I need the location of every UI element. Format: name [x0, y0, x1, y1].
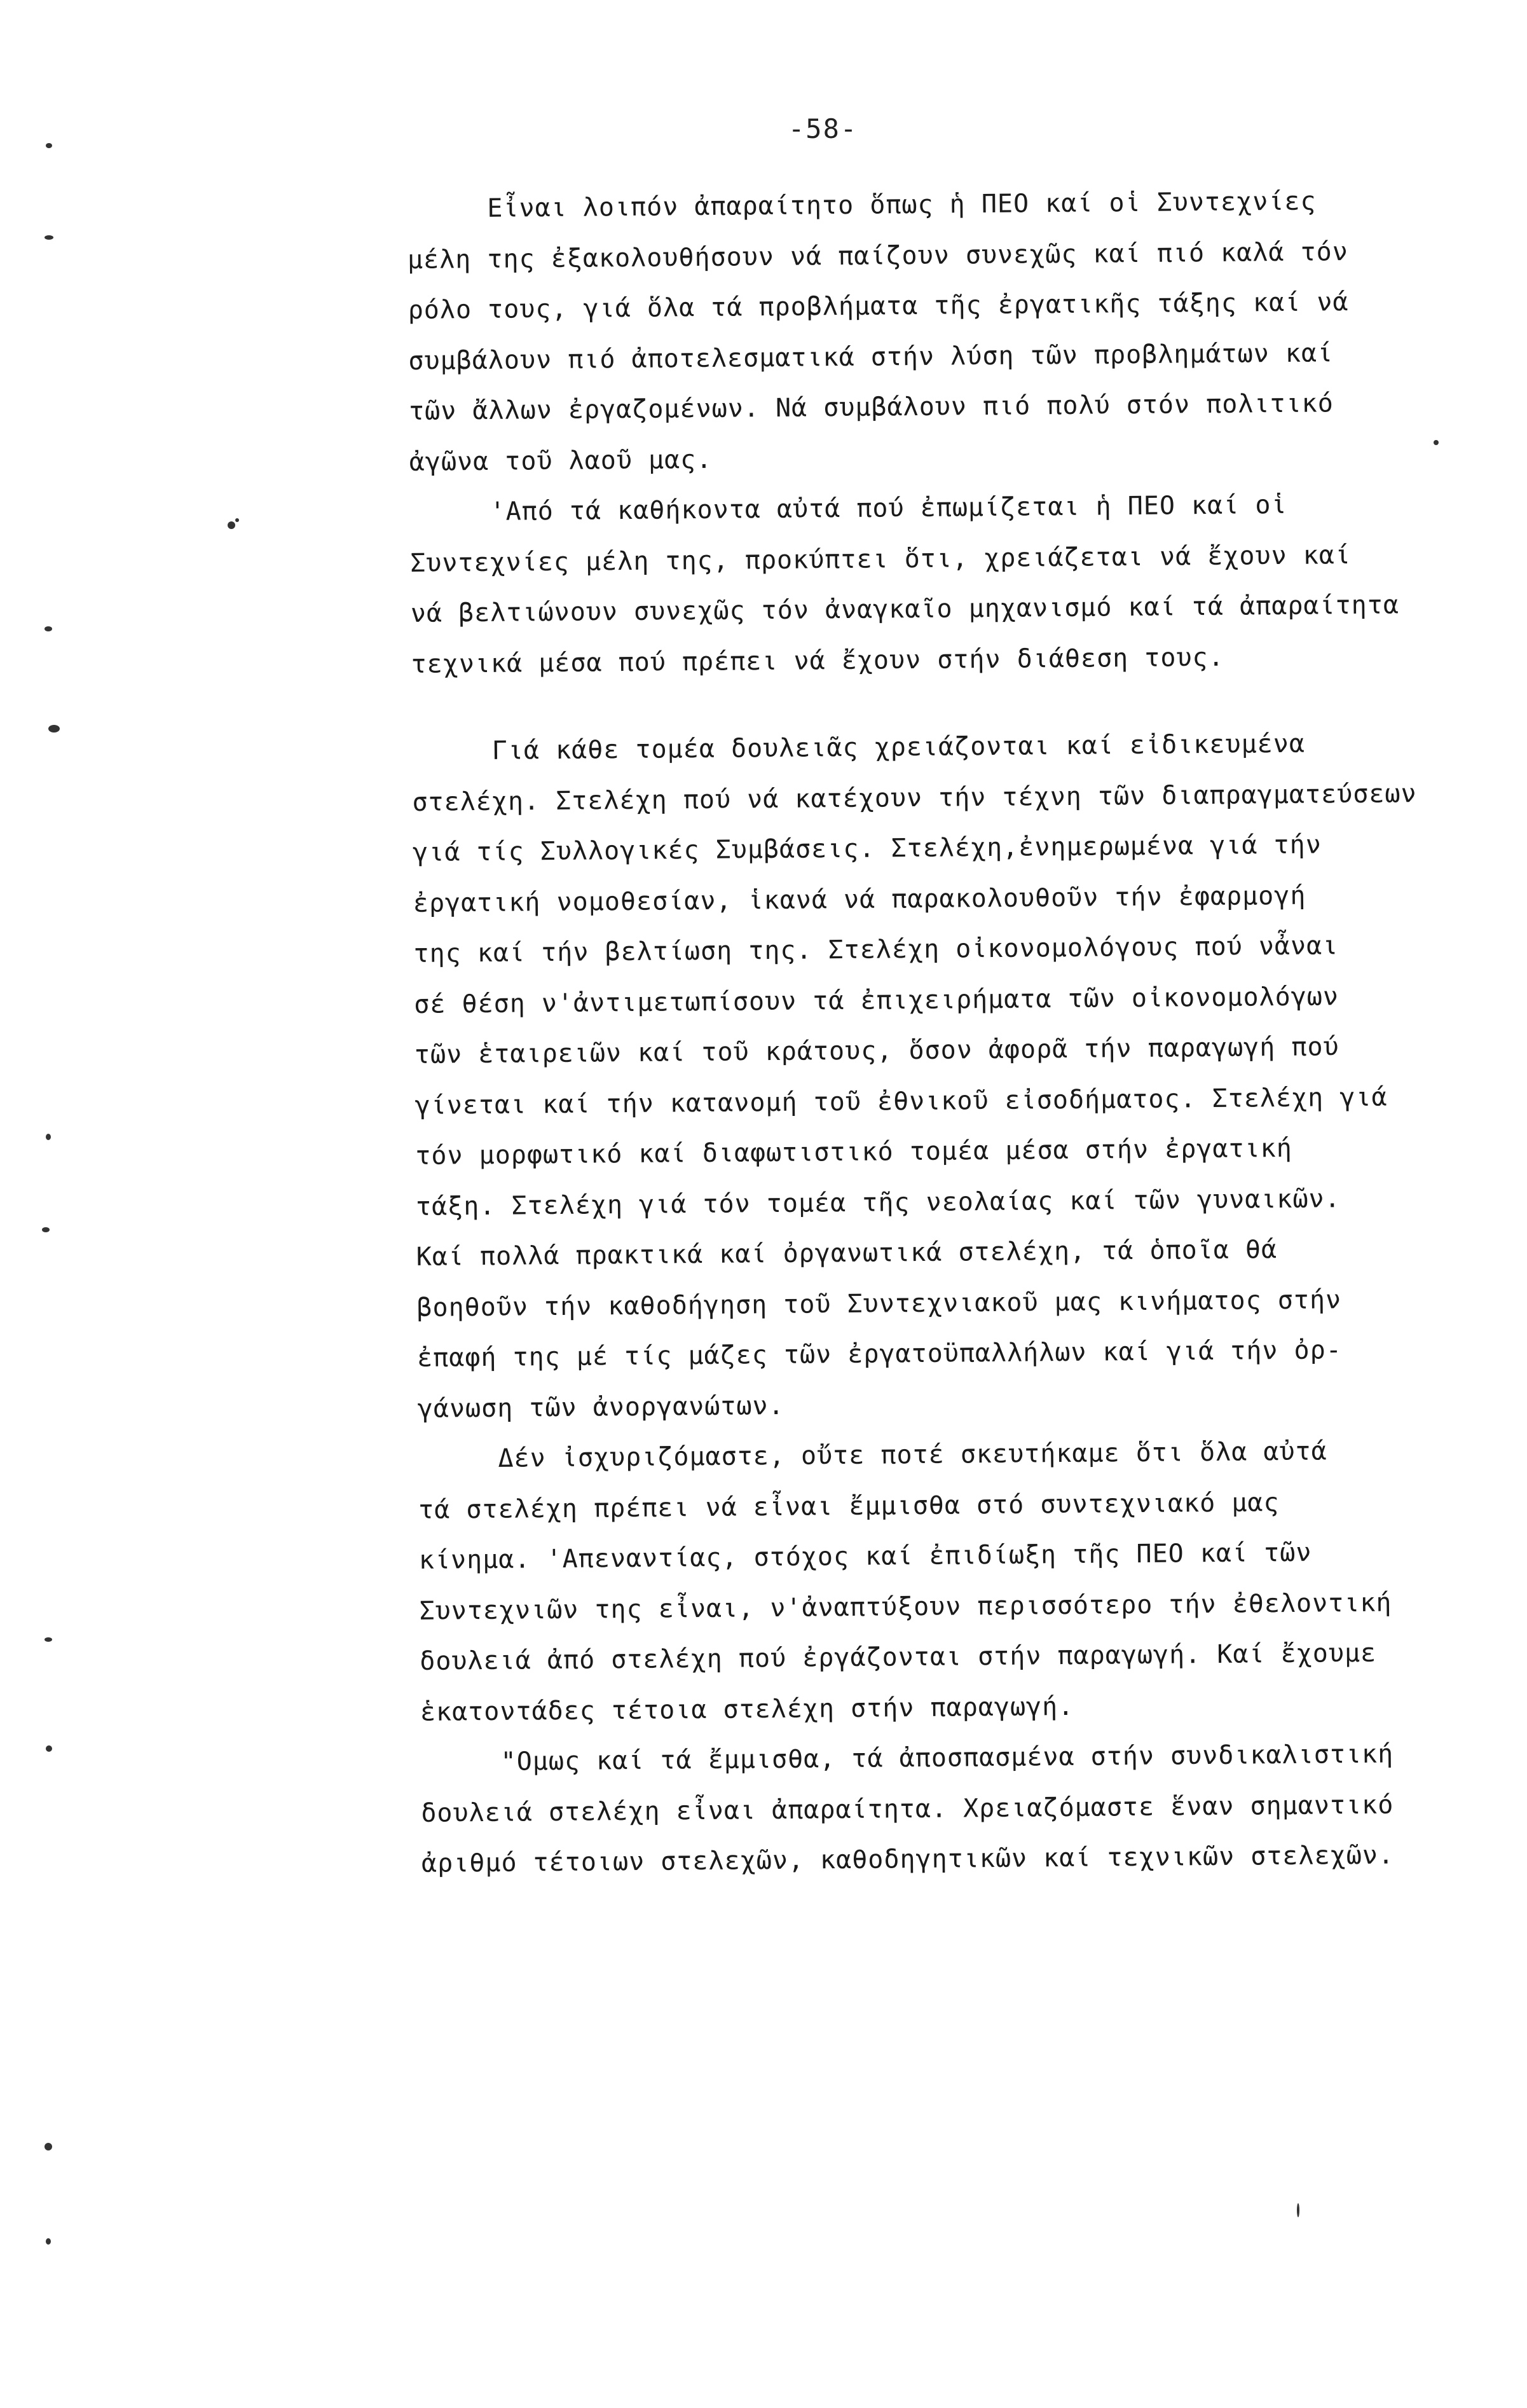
text-line: ἀριθμό τέτοιων στελεχῶν, καθοδηγητικῶν καί τεχνικῶν στελεχῶν.	[421, 1840, 1395, 1878]
text-line: ἑκατοντάδες τέτοια στελέχη στήν παραγωγή.	[420, 1691, 1074, 1727]
text-line: βοηθοῦν τήν καθοδήγηση τοῦ Συντεχνιακοῦ μας κινήματος στήν	[416, 1284, 1342, 1323]
text-line: Καί πολλά πρακτικά καί ὀργανωτικά στελέχη, τά ὁποῖα θά	[416, 1235, 1278, 1272]
text-line: ἀγῶνα τοῦ λαοῦ μας.	[409, 444, 713, 477]
paragraph-3	[411, 717, 1505, 1434]
scan-speck	[45, 1637, 52, 1642]
text-line: σέ θέση ν'ἀντιμετωπίσουν τά ἐπιχειρήματα τῶν οἰκονομολόγων	[414, 981, 1339, 1019]
text-line: στελέχη. Στελέχη πού νά κατέχουν τήν τέχνη τῶν διαπραγματεύσεων	[412, 778, 1417, 817]
text-line: γίνεται καί τήν κατανομή τοῦ ἐθνικοῦ εἰσοδήματος. Στελέχη γιά	[414, 1082, 1388, 1120]
text-line: τόν μορφωτικό καί διαφωτιστικό τομέα μέσα στήν ἐργατική	[415, 1133, 1292, 1171]
scan-speck	[1297, 2203, 1299, 2217]
text-line: δουλειά ἀπό στελέχη πού ἐργάζονται στήν παραγωγή. Καί ἔχουμε	[420, 1638, 1377, 1676]
scan-speck	[42, 1227, 50, 1232]
scan-speck	[45, 626, 52, 631]
text-line: νά βελτιώνουν συνεχῶς τόν ἀναγκαῖο μηχανισμό καί τά ἀπαραίτητα	[410, 590, 1400, 628]
text-line: Συντεχνίες μέλη της, προκύπτει ὅτι, χρειάζεται νά ἔχουν καί	[409, 540, 1352, 578]
scan-speck	[48, 725, 60, 733]
text-line: συμβάλουν πιό ἀποτελεσματικά στήν λύση τῶν προβλημάτων καί	[408, 338, 1334, 376]
text-line: τεχνικά μέσα πού πρέπει νά ἔχουν στήν διάθεση τους.	[411, 642, 1224, 679]
text-line: ἐργατική νομοθεσίαν, ἱκανά νά παρακολουθοῦν τήν ἐφαρμογή	[413, 881, 1306, 918]
scan-speck	[1434, 440, 1439, 445]
text-line: τάξη. Στελέχη γιά τόν τομέα τῆς νεολαίας καί τῶν γυναικῶν.	[415, 1183, 1341, 1221]
scan-speck	[235, 518, 239, 522]
text-line: τῶν ἄλλων ἐργαζομένων. Νά συμβάλουν πιό πολύ στόν πολιτικό	[408, 389, 1334, 426]
text-line: τῶν ἑταιρειῶν καί τοῦ κράτους, ὅσον ἀφορᾶ τήν παραγωγή πού	[414, 1032, 1339, 1070]
scan-speck	[45, 2143, 52, 2150]
text-line: 'Από τά καθήκοντα αὐτά πού ἐπωμίζεται ἡ ΠΕΟ καί οἱ	[490, 490, 1287, 526]
text-line: γάνωση τῶν ἀνοργανώτων.	[417, 1391, 784, 1424]
scan-speck	[46, 1745, 52, 1752]
text-line: Συντεχνιῶν της εἶναι, ν'ἀναπτύξουν περισσότερο τήν ἐθελοντική	[419, 1588, 1392, 1626]
paragraph-4	[418, 1425, 1507, 1738]
text-line: της καί τήν βελτίωση της. Στελέχη οἰκονομολόγους πού νἆναι	[413, 931, 1339, 968]
text-line: δουλειά στελέχη εἶναι ἀπαραίτητα. Χρειαζόμαστε ἕναν σημαντικό	[421, 1790, 1394, 1828]
scan-speck	[46, 1134, 51, 1140]
scan-speck	[46, 143, 52, 148]
text-line: "Ομως καί τά ἔμμισθα, τά ἀποσπασμένα στήν συνδικαλιστική	[500, 1739, 1394, 1777]
scan-speck	[228, 521, 235, 529]
text-line: Δέν ἰσχυριζόμαστε, οὔτε ποτέ σκευτήκαμε ὅτι ὅλα αὐτά	[498, 1436, 1327, 1473]
text-line: Γιά κάθε τομέα δουλειᾶς χρειάζονται καί εἰδικευμένα	[491, 729, 1306, 766]
text-line: μέλη της ἐξακολουθήσουν νά παίζουν συνεχῶς καί πιό καλά τόν	[407, 237, 1349, 275]
text-line: τά στελέχη πρέπει νά εἶναι ἔμμισθα στό συντεχνιακό μας	[418, 1487, 1280, 1525]
paragraph-5	[420, 1728, 1509, 1889]
text-line: Εἶναι λοιπόν ἀπαραίτητο ὅπως ἡ ΠΕΟ καί οἱ Συντεχνίες	[487, 186, 1317, 223]
page-number: -58-	[788, 113, 858, 144]
scan-speck	[46, 2238, 51, 2245]
text-line: κίνημα. 'Απεναντίας, στόχος καί ἐπιδίωξη τῆς ΠΕΟ καί τῶν	[418, 1538, 1312, 1575]
document-body	[407, 175, 1509, 1889]
text-line: γιά τίς Συλλογικές Συμβάσεις. Στελέχη,ἐνημερωμένα γιά τήν	[412, 830, 1322, 867]
paragraph-2	[409, 478, 1498, 690]
scan-speck	[45, 235, 53, 240]
text-line: ἐπαφή της μέ τίς μάζες τῶν ἐργατοϋπαλλήλων καί γιά τήν ὀρ-	[416, 1335, 1343, 1373]
text-line: ρόλο τους, γιά ὅλα τά προβλήματα τῆς ἐργατικῆς τάξης καί νά	[407, 287, 1349, 325]
paragraph-1	[407, 175, 1496, 488]
